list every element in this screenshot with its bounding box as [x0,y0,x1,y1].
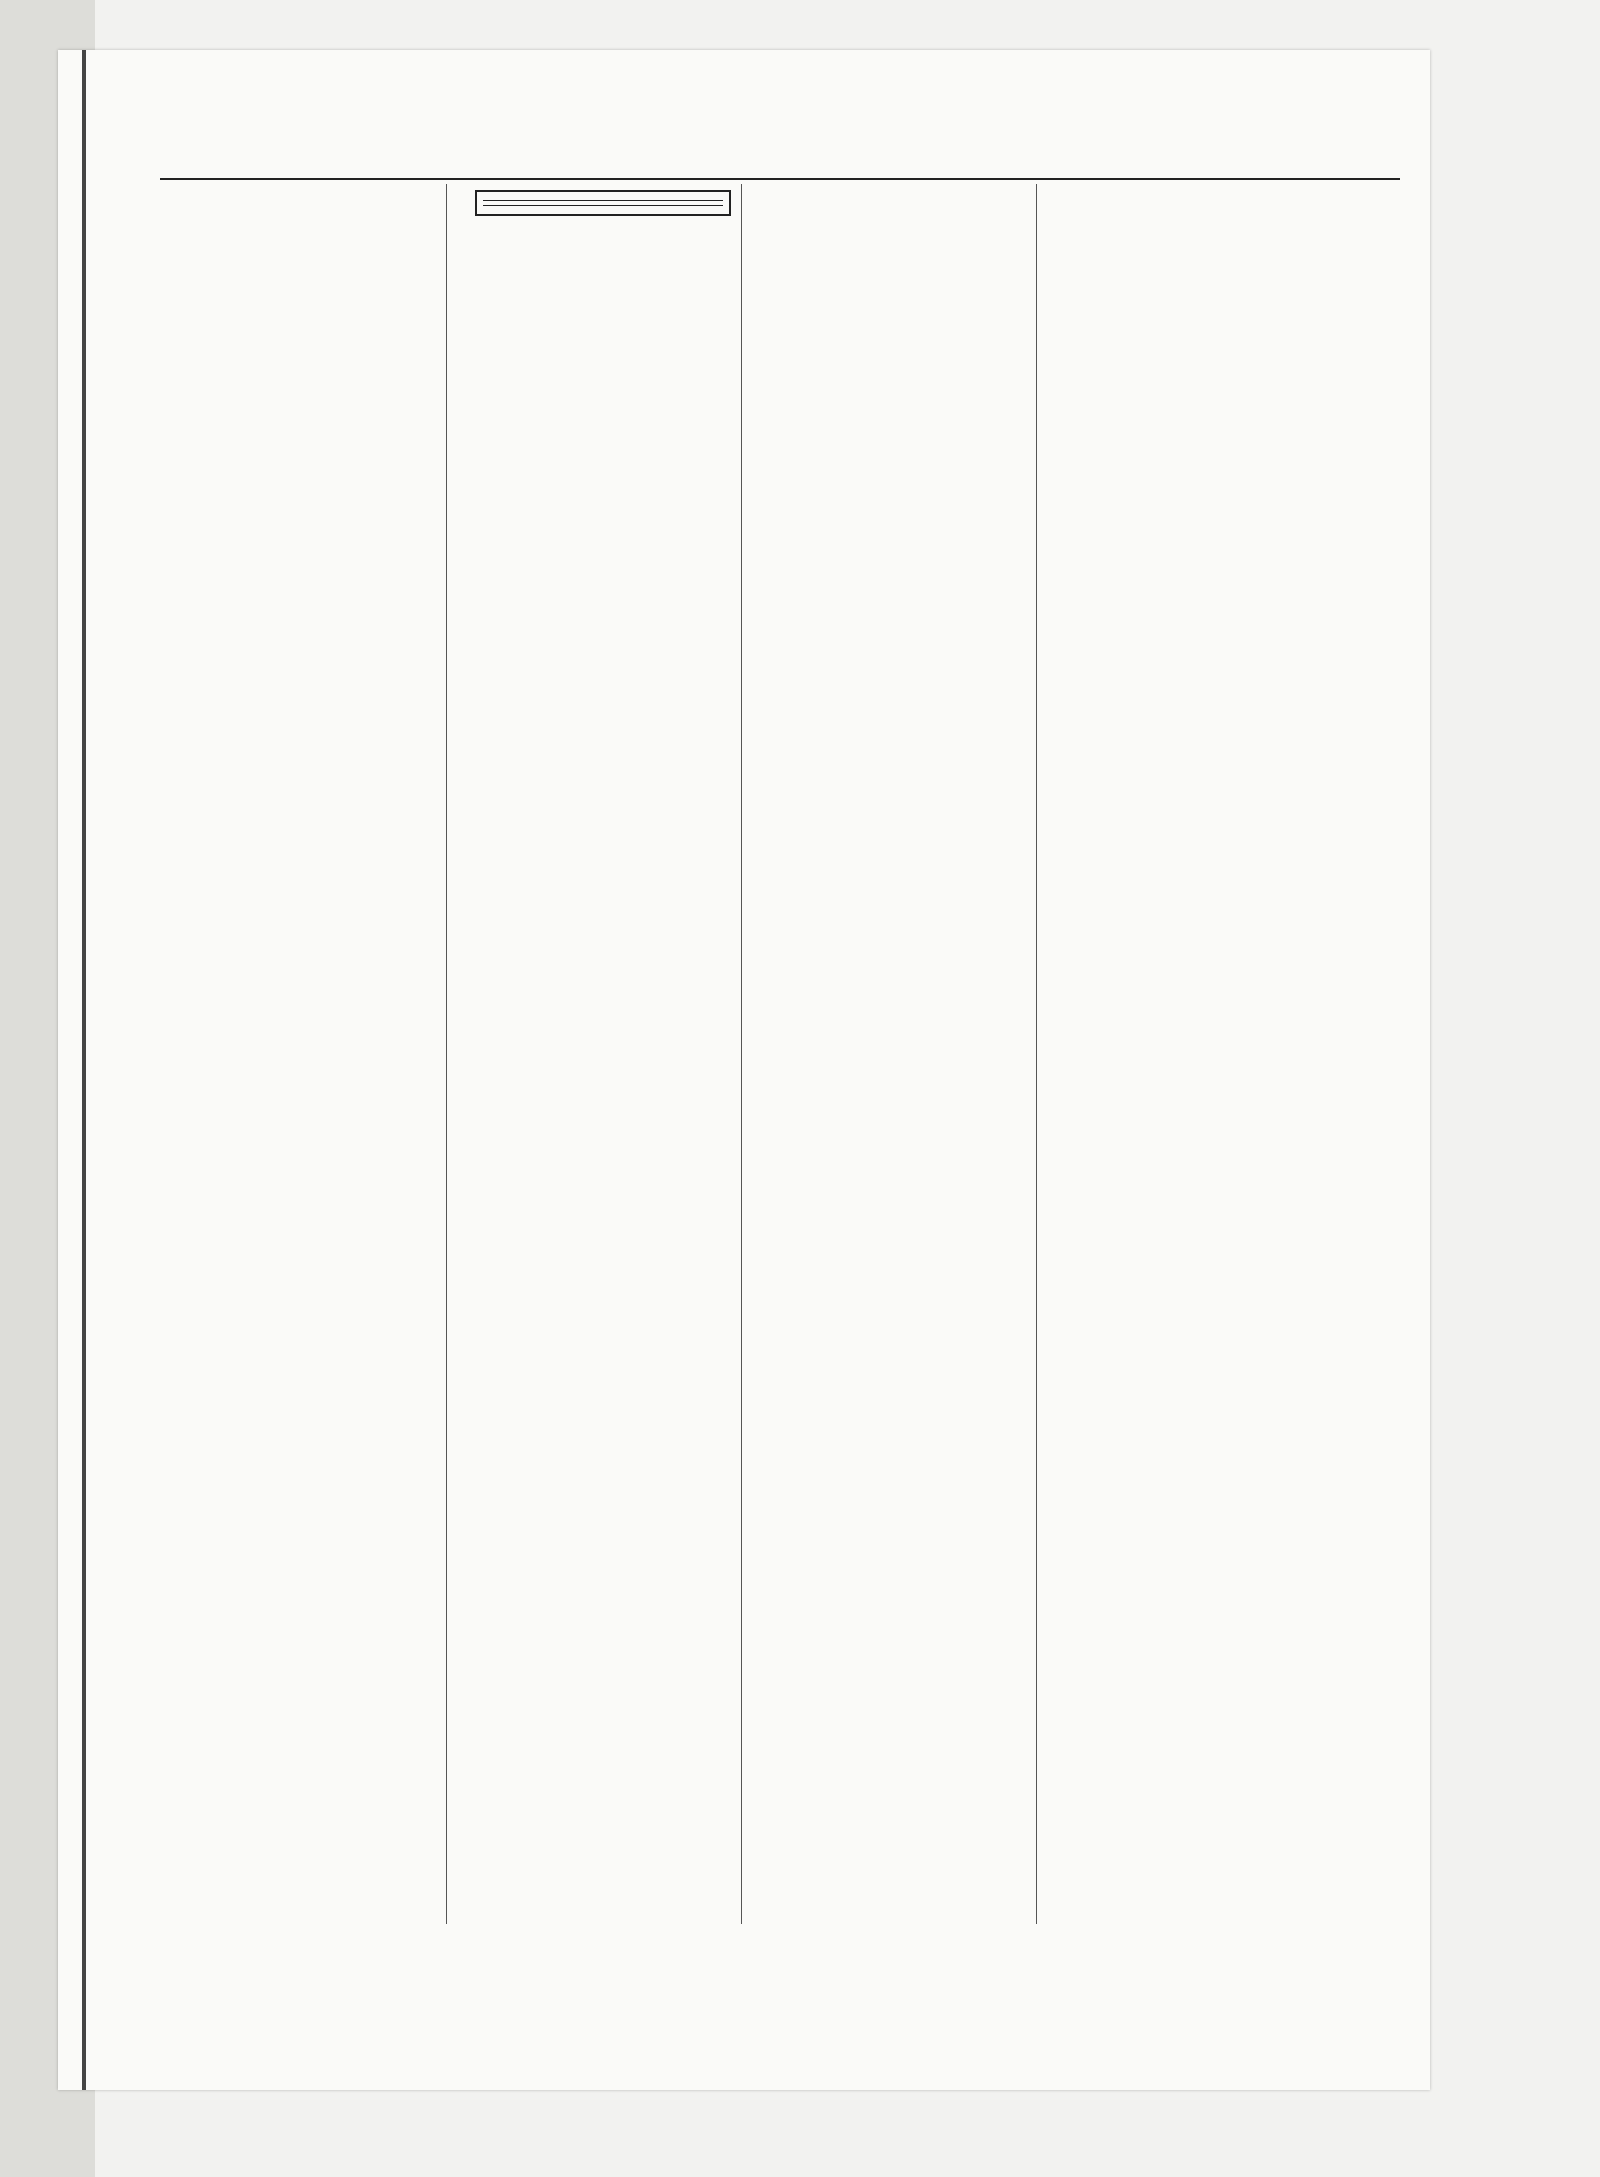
column-4 [1045,184,1323,1964]
column-1 [160,184,438,1964]
page-edge [82,50,86,2090]
advertisement-oscar-koutzky [455,184,733,224]
column-divider [446,184,447,1924]
column-divider [741,184,742,1924]
page-header [160,138,1400,178]
column-3 [750,184,1028,1964]
column-2 [455,184,733,1964]
column-divider [1036,184,1037,1924]
header-rule [160,178,1400,180]
